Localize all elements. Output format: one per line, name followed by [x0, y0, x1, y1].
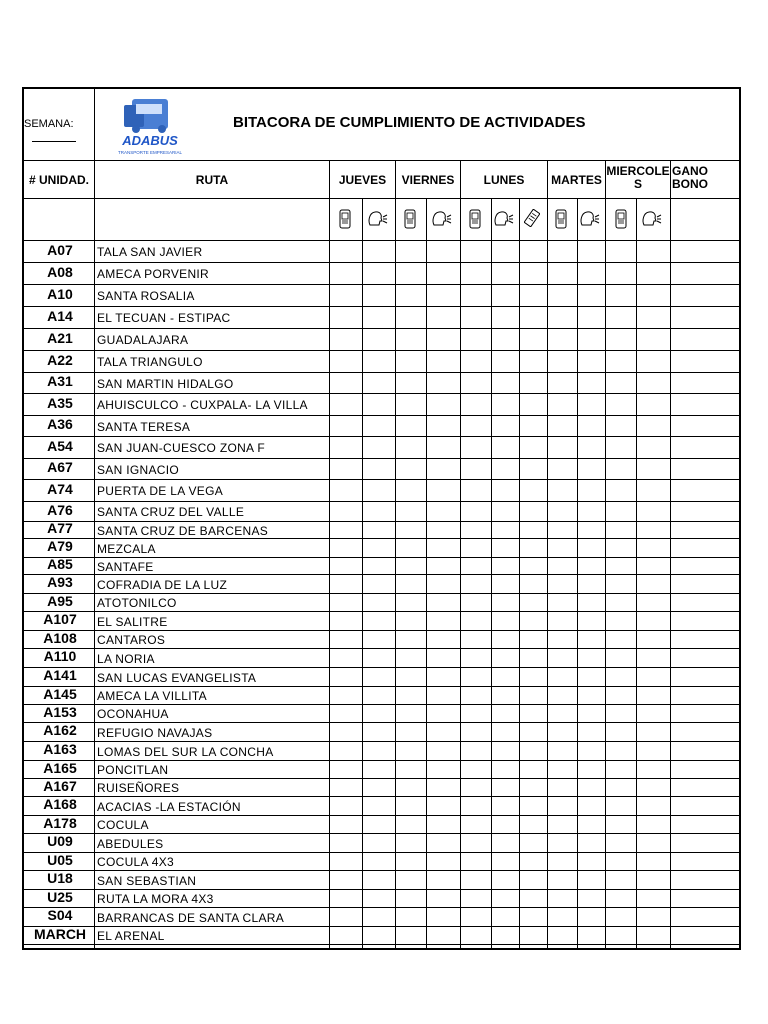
row-divider [24, 521, 739, 522]
route-name: TALA SAN JAVIER [97, 245, 203, 259]
route-name: EL SALITRE [97, 615, 168, 629]
unit-number: A178 [43, 815, 77, 831]
row-divider [24, 557, 739, 558]
row-divider [24, 372, 739, 373]
column-ruta: RUTA [195, 173, 229, 187]
row-divider [24, 415, 739, 416]
row-divider [24, 393, 739, 394]
svg-text:ADABUS: ADABUS [122, 133, 178, 148]
row-divider [24, 944, 739, 945]
col-line-viernes [460, 160, 461, 950]
route-name: SANTA ROSALIA [97, 289, 195, 303]
unit-number: A167 [43, 778, 77, 794]
unit-number: A141 [43, 667, 77, 683]
unit-number: A36 [47, 416, 73, 432]
column-viernes: VIERNES [401, 173, 455, 187]
row-divider [24, 796, 739, 797]
row-divider [24, 328, 739, 329]
unit-number: A21 [47, 330, 73, 346]
route-name: SANTA TERESA [97, 420, 191, 434]
row-divider [24, 907, 739, 908]
col-line-miercoles [670, 160, 671, 950]
col-line-jueves [395, 160, 396, 950]
unit-number: A85 [47, 556, 73, 572]
unit-number: A163 [43, 741, 77, 757]
route-name: PUERTA DE LA VEGA [97, 484, 224, 498]
column-lunes: LUNES [483, 173, 525, 187]
route-name: COCULA 4X3 [97, 855, 175, 869]
semana-underline [32, 141, 76, 142]
speaking-icon [367, 209, 389, 234]
unit-number: A162 [43, 722, 77, 738]
row-divider [24, 722, 739, 723]
route-name: AMECA PORVENIR [97, 267, 210, 281]
route-name: GUADALAJARA [97, 333, 189, 347]
unit-number: MARCH [33, 926, 87, 942]
route-name: LOMAS DEL SUR LA CONCHA [97, 745, 274, 759]
unit-number: U05 [47, 852, 73, 868]
header-divider [94, 89, 95, 160]
row-divider [24, 458, 739, 459]
unit-number: A31 [47, 373, 73, 389]
unit-number: U09 [47, 833, 73, 849]
row-divider [24, 870, 739, 871]
column-miercoles: MIERCOLE S [606, 164, 670, 191]
row-divider [24, 889, 739, 890]
route-name: SANTA CRUZ DEL VALLE [97, 505, 245, 519]
unit-number: A145 [43, 686, 77, 702]
phone-icon [469, 209, 481, 234]
column-header-bottom-line [24, 198, 739, 199]
unit-number: A79 [47, 538, 73, 554]
unit-number: U25 [47, 889, 73, 905]
unit-number: A54 [47, 438, 73, 454]
row-divider [24, 778, 739, 779]
row-divider [24, 593, 739, 594]
route-name: AHUISCULCO - CUXPALA- LA VILLA [97, 398, 308, 412]
speaking-icon [493, 209, 515, 234]
row-divider [24, 630, 739, 631]
company-logo [118, 95, 182, 157]
unit-number: A110 [43, 648, 77, 664]
unit-number: U18 [47, 870, 73, 886]
row-divider [24, 350, 739, 351]
row-divider [24, 686, 739, 687]
row-divider [24, 574, 739, 575]
phone-icon [555, 209, 567, 234]
phone-icon [615, 209, 627, 234]
unit-number: A35 [47, 395, 73, 411]
row-divider [24, 306, 739, 307]
unit-number: A76 [47, 502, 73, 518]
unit-number: A95 [47, 593, 73, 609]
route-name: SANTAFE [97, 560, 154, 574]
route-name: SAN JUAN-CUESCO ZONA F [97, 441, 265, 455]
svg-text:TRANSPORTE EMPRESARIAL: TRANSPORTE EMPRESARIAL [118, 150, 182, 155]
phone-icon [404, 209, 416, 234]
row-divider [24, 479, 739, 480]
semana-label: SEMANA: [24, 118, 74, 130]
route-name: BARRANCAS DE SANTA CLARA [97, 911, 285, 925]
unit-number: A108 [43, 630, 77, 646]
row-divider [24, 760, 739, 761]
route-name: OCONAHUA [97, 707, 169, 721]
page-title: BITACORA DE CUMPLIMIENTO DE ACTIVIDADES [233, 114, 586, 131]
row-divider [24, 611, 739, 612]
unit-number: A22 [47, 352, 73, 368]
row-divider [24, 667, 739, 668]
activity-log-sheet [22, 87, 741, 950]
route-name: MEZCALA [97, 542, 156, 556]
route-name: ATOTONILCO [97, 596, 177, 610]
route-name: AMECA LA VILLITA [97, 689, 207, 703]
route-name: ABEDULES [97, 837, 164, 851]
column-martes: MARTES [551, 173, 602, 187]
unit-number: A08 [47, 264, 73, 280]
column-jueves: JUEVES [338, 173, 387, 187]
col-line-lunes [547, 160, 548, 950]
unit-number: A93 [47, 574, 73, 590]
col-line-ruta [329, 160, 330, 950]
unit-number: A77 [47, 520, 73, 536]
row-divider [24, 648, 739, 649]
route-name: SAN IGNACIO [97, 463, 179, 477]
route-name: LA NORIA [97, 652, 155, 666]
route-name: SANTA CRUZ DE BARCENAS [97, 524, 269, 538]
unit-number: A168 [43, 796, 77, 812]
row-divider [24, 704, 739, 705]
row-divider [24, 262, 739, 263]
route-name: CANTAROS [97, 633, 166, 647]
route-name: REFUGIO NAVAJAS [97, 726, 213, 740]
unit-number: A67 [47, 459, 73, 475]
row-divider [24, 852, 739, 853]
route-name: SAN SEBASTIAN [97, 874, 197, 888]
route-name: ACACIAS -LA ESTACIÓN [97, 800, 241, 814]
speaking-icon [579, 209, 601, 234]
row-divider [24, 741, 739, 742]
col-line-martes [605, 160, 606, 950]
route-name: PONCITLAN [97, 763, 169, 777]
route-name: EL ARENAL [97, 929, 165, 943]
column-gano-bono: GANO BONO [672, 164, 708, 191]
route-name: COFRADIA DE LA LUZ [97, 578, 228, 592]
row-divider [24, 538, 739, 539]
route-name: SAN MARTIN HIDALGO [97, 377, 234, 391]
unit-number: S04 [47, 907, 73, 923]
unit-number: A107 [43, 611, 77, 627]
speaking-icon [431, 209, 453, 234]
row-divider [24, 501, 739, 502]
unit-number: A10 [47, 286, 73, 302]
route-name: COCULA [97, 818, 149, 832]
route-name: TALA TRIANGULO [97, 355, 203, 369]
speaking-icon [641, 209, 663, 234]
notepad-icon [524, 209, 540, 232]
row-divider [24, 926, 739, 927]
unit-number: A153 [43, 704, 77, 720]
unit-number: A14 [47, 308, 73, 324]
phone-icon [339, 209, 351, 234]
route-name: RUISEÑORES [97, 781, 180, 795]
unit-number: A165 [43, 760, 77, 776]
route-name: SAN LUCAS EVANGELISTA [97, 671, 257, 685]
route-name: RUTA LA MORA 4X3 [97, 892, 214, 906]
row-divider [24, 284, 739, 285]
unit-number: A07 [47, 242, 73, 258]
row-divider [24, 833, 739, 834]
header-bottom-line [24, 160, 739, 161]
unit-number: A74 [47, 481, 73, 497]
row-divider [24, 436, 739, 437]
icon-row-bottom-line [24, 240, 739, 241]
column-unidad: # UNIDAD. [28, 173, 89, 187]
row-divider [24, 815, 739, 816]
route-name: EL TECUAN - ESTIPAC [97, 311, 231, 325]
